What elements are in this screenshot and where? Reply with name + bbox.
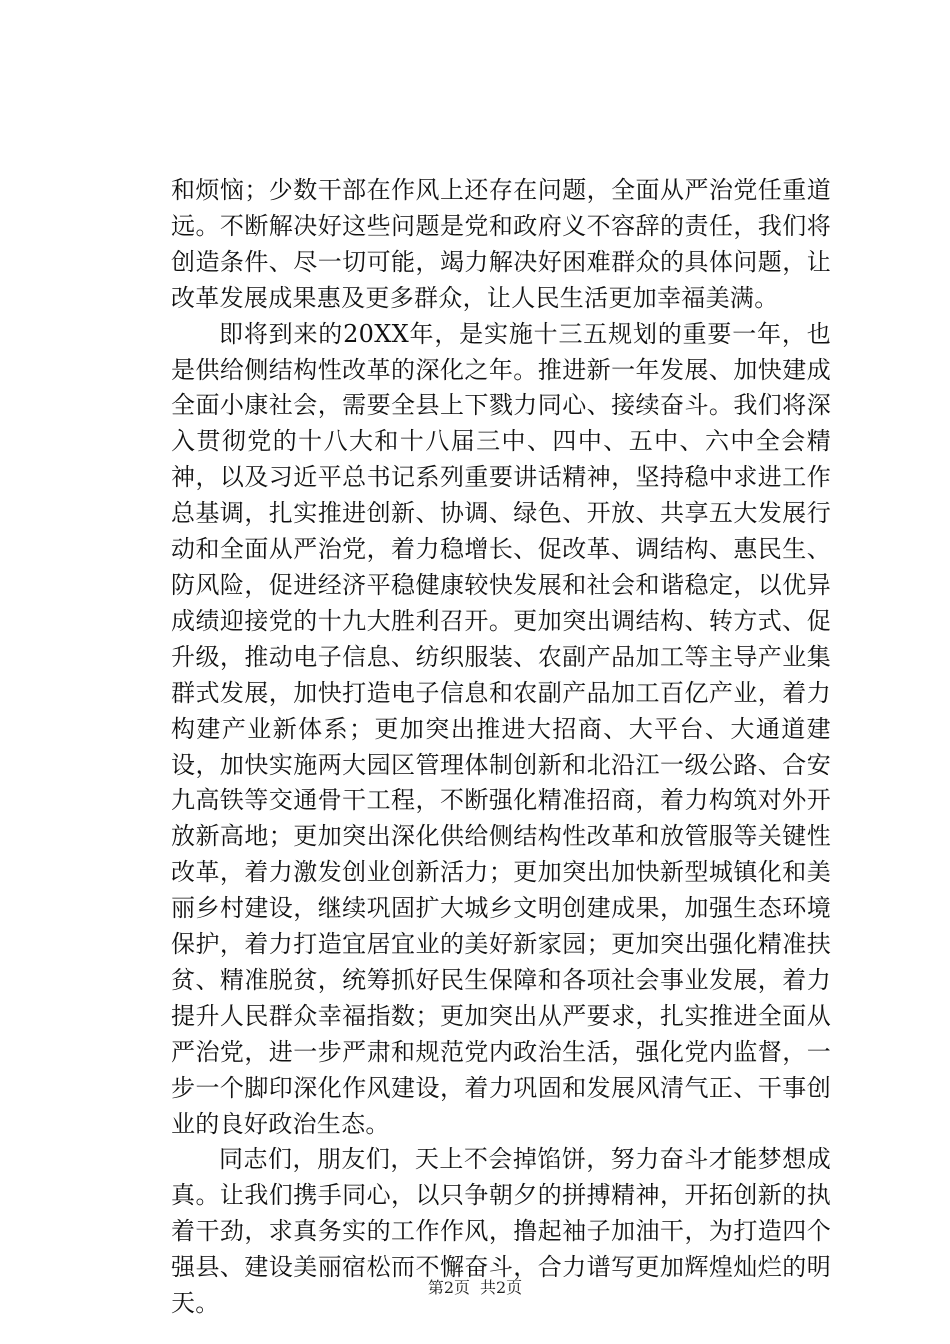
- page-number: 第2页: [427, 1278, 470, 1297]
- document-body: [171, 173, 831, 1322]
- paragraph-2: 即将到来的20XX年，是实施十三五规划的重要一年，也是供给侧结构性改革的深化之年。推进新一年发展、加快建成全面小康社会，需要全县上下戮力同心、接续奋斗。我们将深入贯彻党的十八大和十八届三中、四中、五中、六中全会精神，以及习近平总书记系列重要讲话精神，坚持稳中求进工作总基调，扎实推进创新、协调、绿色、开放、共享五大发展行动和全面从严治党，着力稳增长、促改革、调结构、惠民生、防风险，促进经济平稳健康较快发展和社会和谐稳定，以优异成绩迎接党的十九大胜利召开。更加突出调结构、转方式、促升级，推动电子信息、纺织服装、农副产品加工等主导产业集群式发展，加快打造电子信息和农副产品加工百亿产业，着力构建产业新体系；更加突出推进大招商、大平台、大通道建设，加快实施两大园区管理体制创新和北沿江一级公路、合安九高铁等交通骨干工程，不断强化精准招商，着力构筑对外开放新高地；更加突出深化供给侧结构性改革和放管服等关键性改革，着力激发创业创新活力；更加突出加快新型城镇化和美丽乡村建设，继续巩固扩大城乡文明创建成果，加强生态环境保护，着力打造宜居宜业的美好新家园；更加突出强化精准扶贫、精准脱贫，统筹抓好民生保障和各项社会事业发展，着力提升人民群众幸福指数；更加突出从严要求，扎实推进全面从严治党，进一步严肃和规范党内政治生活，强化党内监督，一步一个脚印深化作风建设，着力巩固和发展风清气正、干事创业的良好政治生态。: [171, 319, 831, 1138]
- paragraph-1: 和烦恼；少数干部在作风上还存在问题，全面从严治党任重道远。不断解决好这些问题是党和政府义不容辞的责任，我们将创造条件、尽一切可能，竭力解决好困难群众的具体问题，让改革发展成果惠及更多群众，让人民生活更加幸福美满。: [171, 176, 831, 312]
- paragraph-3: 同志们，朋友们，天上不会掉馅饼，努力奋斗才能梦想成真。让我们携手同心，以只争朝夕的拼搏精神，开拓创新的执着干劲，求真务实的工作作风，撸起袖子加油干，为打造四个强县、建设美丽宿松而不懈奋斗，合力谱写更加辉煌灿烂的明天。: [171, 1145, 831, 1318]
- page-total: 共2页: [480, 1278, 523, 1297]
- page-footer: [0, 1278, 950, 1298]
